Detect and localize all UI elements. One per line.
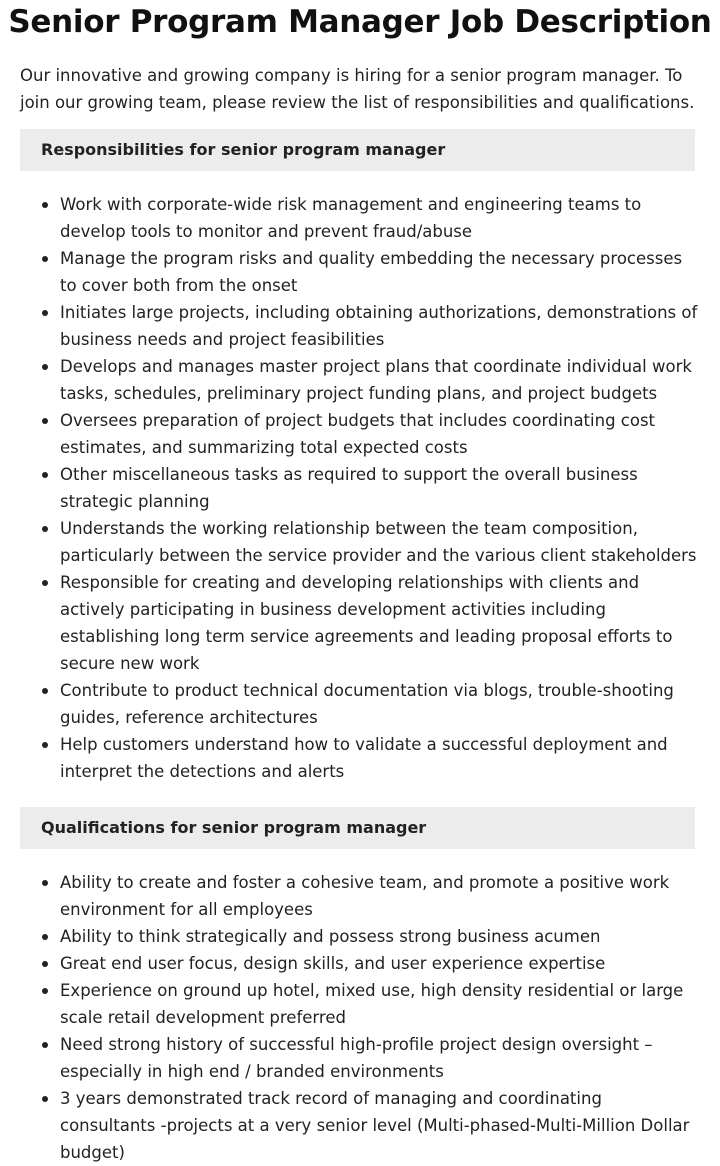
list-item: Need strong history of successful high-profile project design oversight – especially in high end / branded environments bbox=[0, 1031, 720, 1085]
list-item: 3 years demonstrated track record of managing and coordinating consultants -projects at a very senior level (Multi-phased-Multi-Million Dollar budget) bbox=[0, 1085, 720, 1166]
list-item: Understands the working relationship between the team composition, particularly between the service provider and the various client stakeholders bbox=[0, 515, 720, 569]
list-item: Great end user focus, design skills, and user experience expertise bbox=[0, 950, 720, 977]
responsibilities-list bbox=[0, 191, 720, 785]
qualifications-heading: Qualifications for senior program manager bbox=[20, 807, 695, 849]
list-item: Oversees preparation of project budgets that includes coordinating cost estimates, and summarizing total expected costs bbox=[0, 407, 720, 461]
list-item: Work with corporate-wide risk management and engineering teams to develop tools to monitor and prevent fraud/abuse bbox=[0, 191, 720, 245]
list-item: Other miscellaneous tasks as required to support the overall business strategic planning bbox=[0, 461, 720, 515]
list-item: Experience on ground up hotel, mixed use, high density residential or large scale retail development preferred bbox=[0, 977, 720, 1031]
responsibilities-heading: Responsibilities for senior program manager bbox=[20, 129, 695, 171]
list-item: Develops and manages master project plans that coordinate individual work tasks, schedules, preliminary project funding plans, and project budgets bbox=[0, 353, 720, 407]
list-item: Manage the program risks and quality embedding the necessary processes to cover both from the onset bbox=[0, 245, 720, 299]
list-item: Initiates large projects, including obtaining authorizations, demonstrations of business needs and project feasibilities bbox=[0, 299, 720, 353]
list-item: Contribute to product technical documentation via blogs, trouble-shooting guides, reference architectures bbox=[0, 677, 720, 731]
list-item: Ability to think strategically and possess strong business acumen bbox=[0, 923, 720, 950]
list-item: Help customers understand how to validate a successful deployment and interpret the detections and alerts bbox=[0, 731, 720, 785]
list-item: Ability to create and foster a cohesive team, and promote a positive work environment for all employees bbox=[0, 869, 720, 923]
page-title: Senior Program Manager Job Description bbox=[8, 4, 712, 40]
list-item: Responsible for creating and developing relationships with clients and actively participating in business development activities including establishing long term service agreements and leading proposal efforts to secure new work bbox=[0, 569, 720, 677]
qualifications-list bbox=[0, 869, 720, 1166]
intro-paragraph: Our innovative and growing company is hiring for a senior program manager. To join our growing team, please review the list of responsibilities and qualifications. bbox=[20, 66, 695, 112]
